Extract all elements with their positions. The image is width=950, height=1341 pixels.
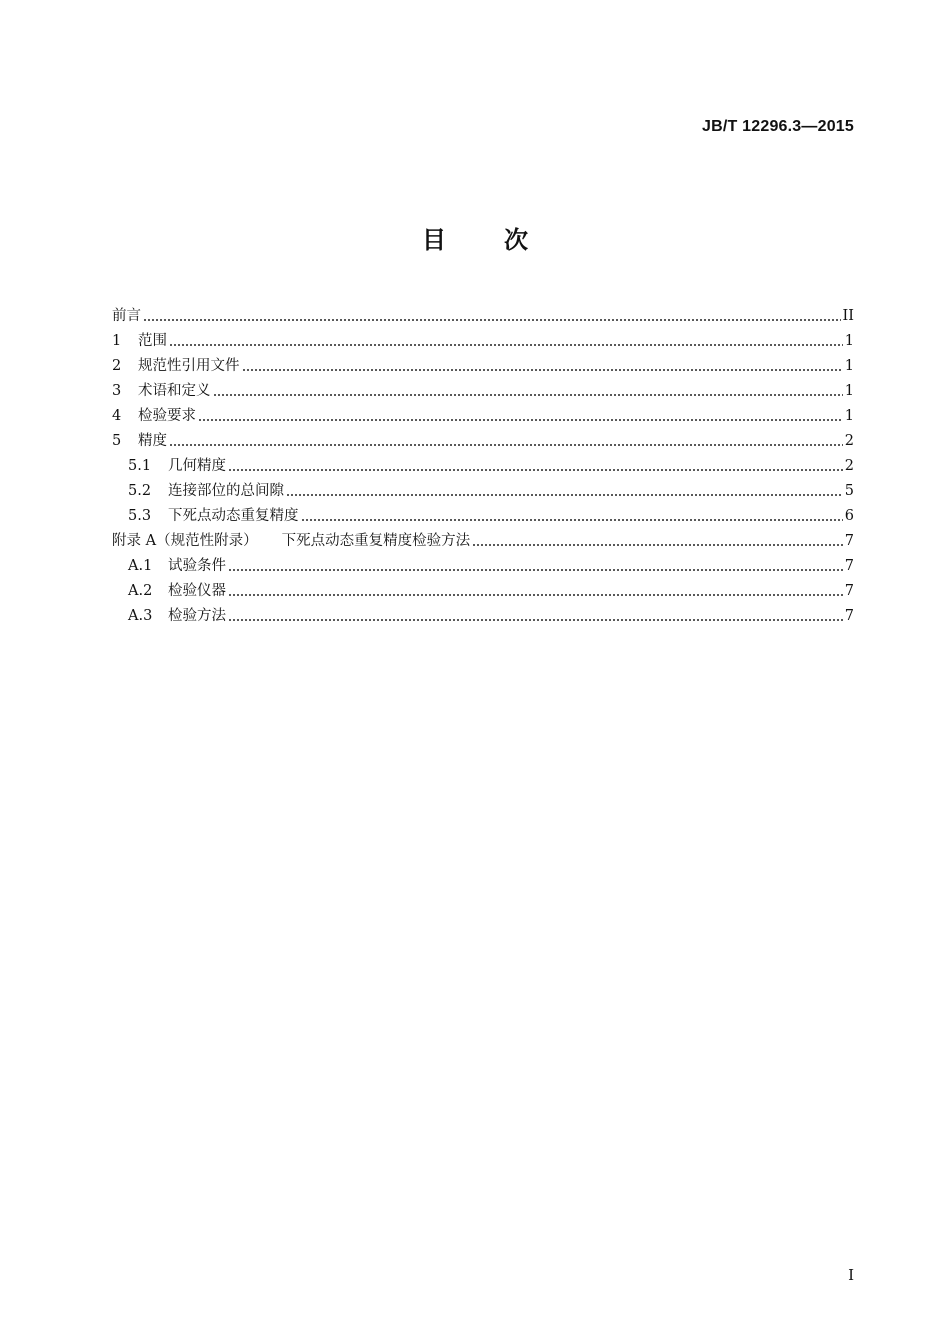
dot-leader [198,419,843,421]
toc-entry-3[interactable] [112,375,854,400]
dot-leader [242,369,843,371]
toc-entry-annex-label [112,532,470,550]
standard-code: JB/T 12296.3—2015 [702,118,854,135]
dot-leader [169,344,843,346]
toc-entry-title: 检验方法 [168,608,226,624]
toc-entry-5-2[interactable] [112,475,854,500]
toc-entry-5-1[interactable] [112,450,854,475]
dot-leader [228,619,843,621]
toc-entry-title: 范围 [138,333,167,349]
toc-entry-5-3[interactable] [112,500,854,525]
toc-entry-page: 5 [844,483,854,499]
toc-entry-number: 3 [112,383,122,399]
dot-leader [301,519,843,521]
toc-entry-title: 检验要求 [138,408,196,424]
toc-entry-number: 2 [112,358,122,374]
toc-entry-number: A.3 [128,608,153,624]
toc-entry-page: 1 [844,358,854,374]
dot-leader [169,444,843,446]
toc-entry-number: A.2 [128,583,153,599]
table-of-contents [112,300,854,625]
toc-entry-page: 2 [844,433,854,449]
page-title [0,220,950,255]
toc-entry-number: 5.1 [128,458,152,474]
toc-entry-page: II [842,308,854,324]
toc-entry-title: 前言 [112,308,141,324]
toc-entry-title: 几何精度 [168,458,226,474]
toc-entry-title: 试验条件 [168,558,226,574]
toc-entry-number: 5 [112,433,122,449]
dot-leader [472,544,843,546]
toc-entry-page: 2 [844,458,854,474]
toc-entry-number: 5.2 [128,483,152,499]
title-char-1: 目 [422,226,446,254]
dot-leader [228,594,843,596]
toc-entry-2[interactable] [112,350,854,375]
toc-entry-a-3[interactable] [112,600,854,625]
dot-leader [228,569,843,571]
toc-entry-title: 规范性引用文件 [138,358,240,374]
toc-entry-foreword[interactable] [112,300,854,325]
toc-entry-number: 5.3 [128,508,152,524]
toc-entry-page: 1 [844,408,854,424]
toc-entry-title: 连接部位的总间隙 [168,483,284,499]
toc-entry-1[interactable] [112,325,854,350]
toc-entry-4[interactable] [112,400,854,425]
toc-entry-page: 6 [844,508,854,524]
annex-label: 附录 A（规范性附录） [112,533,258,549]
toc-entry-a-2[interactable] [112,575,854,600]
toc-entry-page: 7 [844,533,854,549]
page-number: I [848,1266,854,1284]
toc-entry-annex-a[interactable] [112,525,854,550]
toc-entry-title: 精度 [138,433,167,449]
title-char-2: 次 [504,226,528,254]
dot-leader [213,394,843,396]
toc-entry-number: 4 [112,408,122,424]
dot-leader [286,494,843,496]
toc-entry-page: 7 [844,558,854,574]
toc-entry-page: 7 [844,608,854,624]
toc-entry-title: 检验仪器 [168,583,226,599]
toc-entry-page: 7 [844,583,854,599]
dot-leader [143,319,841,321]
annex-title: 下死点动态重复精度检验方法 [281,533,471,549]
toc-entry-a-1[interactable] [112,550,854,575]
toc-entry-title: 下死点动态重复精度 [168,508,299,524]
toc-entry-number: A.1 [128,558,153,574]
toc-entry-page: 1 [844,333,854,349]
dot-leader [228,469,843,471]
toc-entry-5[interactable] [112,425,854,450]
toc-entry-number: 1 [112,333,122,349]
toc-entry-title: 术语和定义 [138,383,211,399]
toc-entry-page: 1 [844,383,854,399]
